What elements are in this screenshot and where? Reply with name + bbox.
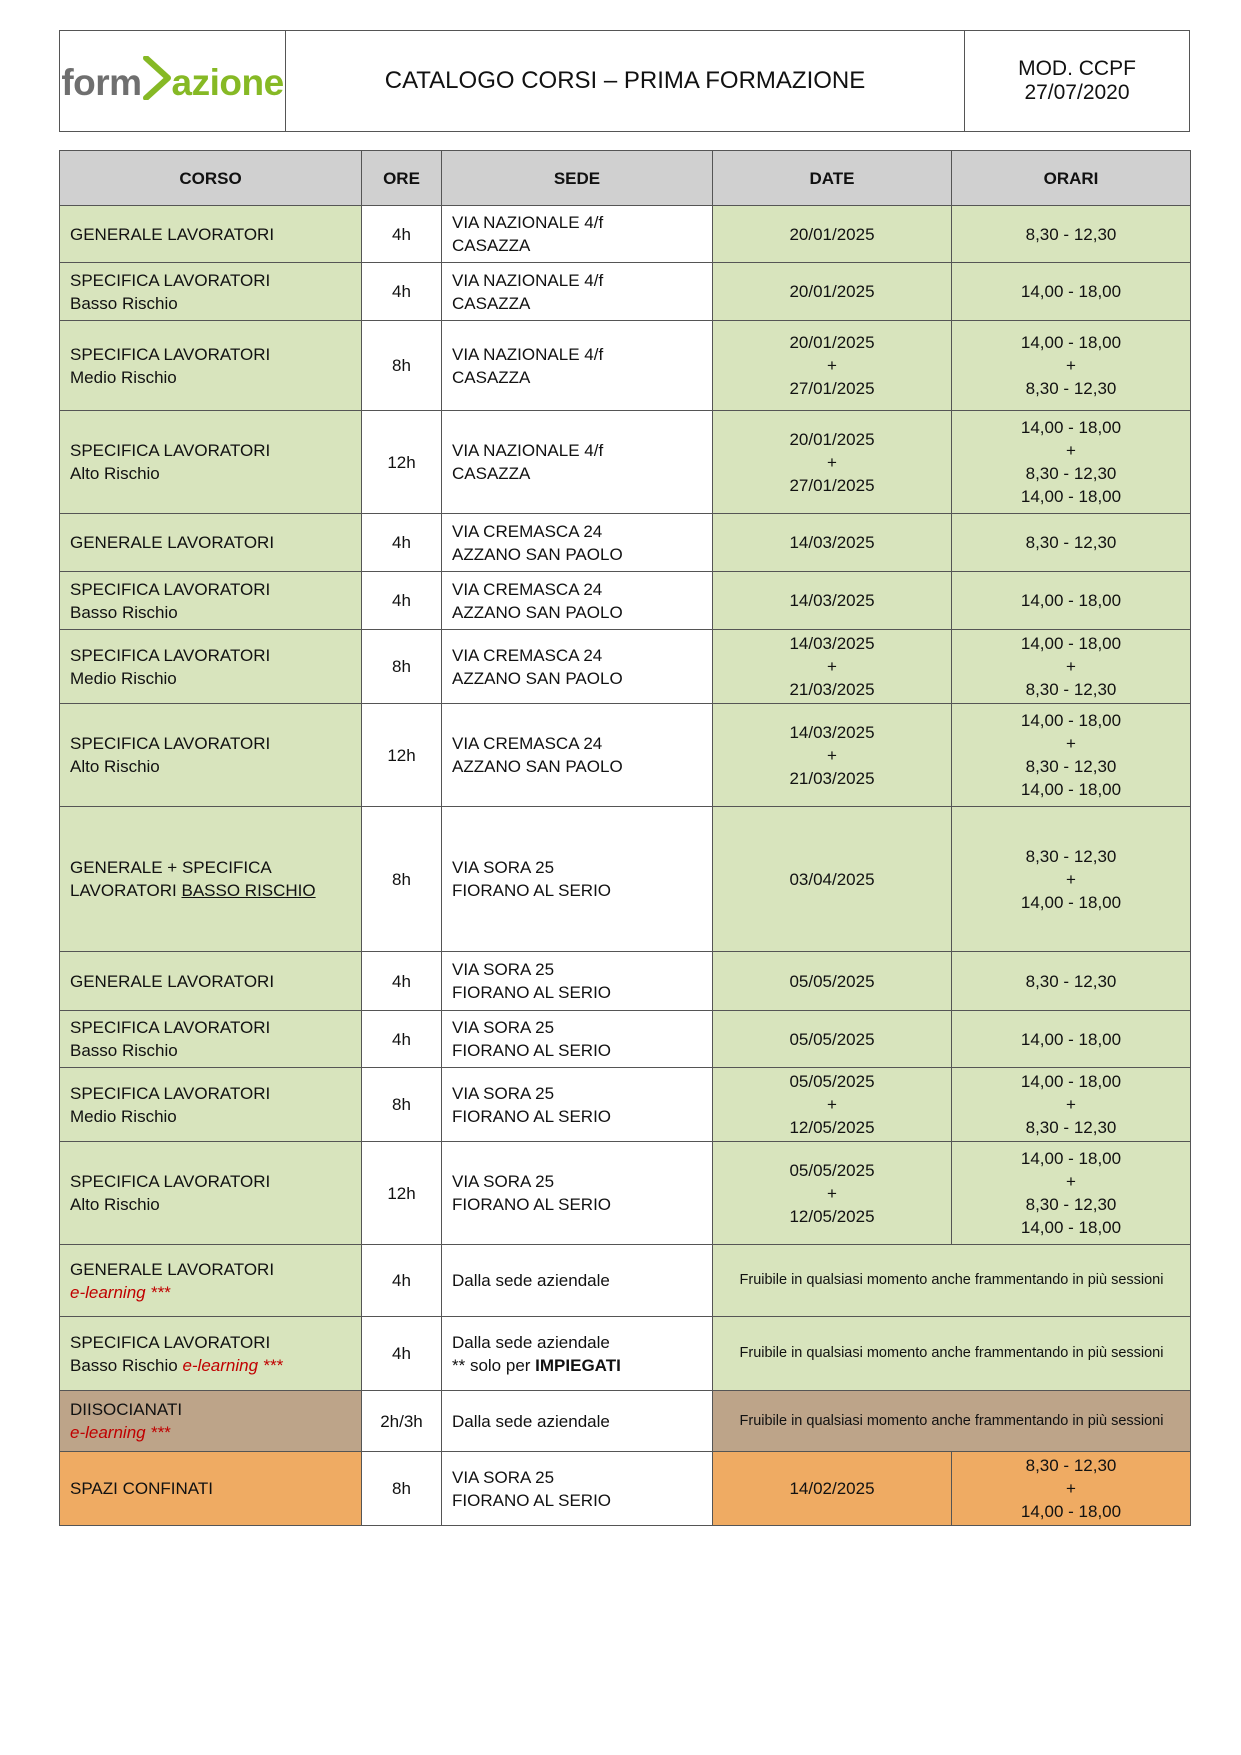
times-cell — [952, 1142, 1191, 1245]
course-name: SPECIFICA LAVORATORI — [70, 270, 271, 290]
location-line: VIA CREMASCA 24 — [452, 521, 603, 541]
date-line: 21/03/2025 — [789, 768, 875, 788]
time-line: 14,00 - 18,00 — [1020, 1029, 1122, 1049]
e-learning-label: e-learning *** — [70, 1423, 171, 1442]
date-line: 12/05/2025 — [789, 1118, 875, 1137]
table-row — [60, 321, 1191, 411]
location-line: CASAZZA — [452, 236, 531, 255]
time-line: 14,00 - 18,00 — [1020, 1149, 1122, 1168]
location-line: VIA SORA 25 — [452, 1018, 555, 1037]
location-line: FIORANO AL SERIO — [452, 1106, 612, 1126]
hours-cell: 8h — [362, 630, 442, 704]
hours-cell: 4h — [362, 952, 442, 1011]
course-cell — [60, 807, 362, 952]
date-line: + — [827, 657, 837, 676]
time-line: 14,00 - 18,00 — [1020, 591, 1122, 610]
time-line: 14,00 - 18,00 — [1020, 1072, 1122, 1091]
times-cell — [952, 572, 1191, 630]
course-cell — [60, 514, 362, 572]
module-date: 27/07/2020 — [1024, 81, 1130, 104]
location-cell — [442, 1452, 713, 1526]
course-name: GENERALE LAVORATORI — [70, 971, 275, 991]
hours-cell: 4h — [362, 206, 442, 263]
table-row — [60, 206, 1191, 263]
formazione-logo: form azione — [61, 62, 283, 103]
course-cell — [60, 1011, 362, 1068]
course-name: SPECIFICA LAVORATORI — [70, 1018, 271, 1037]
module-info — [965, 31, 1190, 132]
course-cell — [60, 206, 362, 263]
dates-cell — [713, 630, 952, 704]
times-cell — [952, 321, 1191, 411]
date-line: 14/03/2025 — [789, 591, 875, 610]
course-cell — [60, 1142, 362, 1245]
table-row — [60, 263, 1191, 321]
times-cell — [952, 952, 1191, 1011]
table-row — [60, 411, 1191, 514]
date-line: 20/01/2025 — [789, 429, 875, 449]
hours-cell: 4h — [362, 263, 442, 321]
location-line: CASAZZA — [452, 367, 531, 387]
location-cell — [442, 514, 713, 572]
date-line: 14/02/2025 — [789, 1479, 875, 1498]
logo-cell — [60, 31, 286, 132]
time-line: + — [1066, 657, 1076, 676]
time-line: + — [1066, 1479, 1076, 1498]
dates-cell — [713, 206, 952, 263]
location-cell — [442, 630, 713, 704]
dates-cell — [713, 807, 952, 952]
date-line: 20/01/2025 — [789, 224, 875, 244]
course-cell — [60, 1452, 362, 1526]
course-name-line — [70, 1354, 351, 1377]
location-cell — [442, 572, 713, 630]
location-cell — [442, 1142, 713, 1245]
location-note-bold: IMPIEGATI — [535, 1355, 621, 1375]
date-line: 20/01/2025 — [789, 333, 875, 352]
location-cell — [442, 1317, 713, 1391]
location-line: FIORANO AL SERIO — [452, 1041, 612, 1060]
times-cell — [952, 1011, 1191, 1068]
course-catalog-table — [59, 150, 1191, 1526]
course-name: SPECIFICA LAVORATORI — [70, 645, 271, 665]
time-line: 14,00 - 18,00 — [1020, 282, 1122, 301]
location-cell — [442, 807, 713, 952]
course-name: Basso Rischio — [70, 1041, 178, 1060]
course-name: SPECIFICA LAVORATORI — [70, 441, 271, 460]
times-cell — [952, 1068, 1191, 1142]
hours-cell: 2h/3h — [362, 1391, 442, 1452]
location-line: FIORANO AL SERIO — [452, 881, 612, 900]
date-line: 20/01/2025 — [789, 282, 875, 301]
time-line: 14,00 - 18,00 — [1020, 1502, 1122, 1521]
time-line: 14,00 - 18,00 — [1020, 634, 1122, 653]
times-cell — [952, 1452, 1191, 1526]
course-name: SPECIFICA LAVORATORI — [70, 579, 271, 599]
time-line: 14,00 - 18,00 — [1020, 780, 1122, 799]
table-row — [60, 630, 1191, 704]
location-line: VIA SORA 25 — [452, 1083, 555, 1103]
course-cell — [60, 572, 362, 630]
location-note-text: ** solo per — [452, 1355, 536, 1375]
module-code: MOD. CCPF — [1018, 57, 1136, 80]
course-name: Alto Rischio — [70, 1195, 160, 1214]
course-cell — [60, 1068, 362, 1142]
times-cell — [952, 514, 1191, 572]
date-line: 14/03/2025 — [789, 634, 875, 653]
course-cell — [60, 704, 362, 807]
hours-cell: 8h — [362, 807, 442, 952]
date-line: + — [827, 452, 837, 472]
time-line: 8,30 - 12,30 — [1025, 846, 1117, 866]
location-line: AZZANO SAN PAOLO — [452, 602, 623, 622]
e-learning-label: e-learning *** — [70, 1282, 171, 1302]
course-name: Basso Rischio — [70, 602, 178, 622]
availability-note: Fruibile in qualsiasi momento anche frammentando in più sessioni — [713, 1391, 1191, 1452]
availability-note: Fruibile in qualsiasi momento anche frammentando in più sessioni — [713, 1245, 1191, 1317]
location-line: CASAZZA — [452, 293, 531, 313]
dates-cell — [713, 411, 952, 514]
hours-cell: 4h — [362, 514, 442, 572]
table-row — [60, 807, 1191, 952]
location-line: Dalla sede aziendale — [452, 1271, 610, 1290]
time-line: 8,30 - 12,30 — [1025, 379, 1117, 398]
column-header-sede: SEDE — [442, 151, 713, 206]
time-line: + — [1066, 734, 1076, 753]
location-line: AZZANO SAN PAOLO — [452, 668, 623, 688]
location-line: VIA NAZIONALE 4/f — [452, 344, 604, 364]
date-line: 21/03/2025 — [789, 680, 875, 699]
time-line: + — [1066, 356, 1076, 375]
column-header-date: DATE — [713, 151, 952, 206]
date-line: + — [827, 1183, 837, 1203]
table-row — [60, 514, 1191, 572]
hours-cell: 8h — [362, 321, 442, 411]
hours-cell: 4h — [362, 1011, 442, 1068]
dates-cell — [713, 1142, 952, 1245]
course-name: SPECIFICA LAVORATORI — [70, 1172, 271, 1191]
course-name: Alto Rischio — [70, 464, 160, 483]
hours-cell: 12h — [362, 411, 442, 514]
time-line: + — [1066, 441, 1076, 460]
table-row — [60, 1317, 1191, 1391]
date-line: 12/05/2025 — [789, 1206, 875, 1226]
date-line: 03/04/2025 — [789, 869, 875, 889]
date-line: 05/05/2025 — [789, 1029, 875, 1049]
time-line: 14,00 - 18,00 — [1020, 418, 1122, 437]
table-row — [60, 704, 1191, 807]
location-cell — [442, 1391, 713, 1452]
e-learning-label: e-learning *** — [182, 1355, 283, 1375]
table-row — [60, 572, 1191, 630]
time-line: 14,00 - 18,00 — [1020, 1218, 1122, 1237]
course-cell — [60, 321, 362, 411]
course-name: GENERALE LAVORATORI — [70, 1259, 275, 1279]
course-cell — [60, 630, 362, 704]
location-line: AZZANO SAN PAOLO — [452, 544, 623, 564]
table-row — [60, 952, 1191, 1011]
location-cell — [442, 206, 713, 263]
hours-cell: 8h — [362, 1452, 442, 1526]
document-title: CATALOGO CORSI – PRIMA FORMAZIONE — [286, 31, 965, 132]
location-line: VIA NAZIONALE 4/f — [452, 213, 604, 232]
availability-note: Fruibile in qualsiasi momento anche frammentando in più sessioni — [713, 1317, 1191, 1391]
course-name: GENERALE LAVORATORI — [70, 224, 275, 244]
dates-cell — [713, 1011, 952, 1068]
course-name: LAVORATORI — [70, 881, 177, 900]
dates-cell — [713, 572, 952, 630]
location-cell — [442, 263, 713, 321]
column-header-corso: CORSO — [60, 151, 362, 206]
table-row — [60, 1011, 1191, 1068]
time-line: + — [1066, 1172, 1076, 1191]
course-name: GENERALE LAVORATORI — [70, 533, 275, 552]
time-line: 8,30 - 12,30 — [1025, 1195, 1117, 1214]
times-cell — [952, 411, 1191, 514]
dates-cell — [713, 263, 952, 321]
times-cell — [952, 263, 1191, 321]
time-line: 8,30 - 12,30 — [1025, 1456, 1117, 1475]
course-name: Basso Rischio — [70, 293, 178, 313]
hours-cell: 8h — [362, 1068, 442, 1142]
times-cell — [952, 630, 1191, 704]
table-row — [60, 1068, 1191, 1142]
location-line: Dalla sede aziendale — [452, 1332, 610, 1352]
time-line: 8,30 - 12,30 — [1025, 224, 1117, 244]
location-cell — [442, 1245, 713, 1317]
course-risk-level: BASSO RISCHIO — [181, 881, 316, 900]
time-line: 8,30 - 12,30 — [1025, 971, 1117, 991]
course-name: SPECIFICA LAVORATORI — [70, 344, 271, 364]
course-name: Medio Rischio — [70, 668, 177, 688]
time-line: 14,00 - 18,00 — [1020, 892, 1122, 912]
time-line: 8,30 - 12,30 — [1025, 680, 1117, 699]
location-line: VIA CREMASCA 24 — [452, 734, 603, 753]
course-cell — [60, 952, 362, 1011]
course-name: SPECIFICA LAVORATORI — [70, 1083, 271, 1103]
location-cell — [442, 952, 713, 1011]
hours-cell: 4h — [362, 1245, 442, 1317]
course-cell — [60, 411, 362, 514]
date-line: + — [827, 356, 837, 375]
course-name: Medio Rischio — [70, 1106, 177, 1126]
location-line: FIORANO AL SERIO — [452, 983, 612, 1002]
date-line: 14/03/2025 — [789, 533, 875, 552]
course-cell — [60, 1245, 362, 1317]
location-line: VIA SORA 25 — [452, 1467, 555, 1487]
hours-cell: 4h — [362, 1317, 442, 1391]
times-cell — [952, 704, 1191, 807]
dates-cell — [713, 321, 952, 411]
course-cell — [60, 1391, 362, 1452]
location-cell — [442, 1011, 713, 1068]
course-cell — [60, 1317, 362, 1391]
dates-cell — [713, 514, 952, 572]
course-name: DIISOCIANATI — [70, 1400, 183, 1419]
course-name: GENERALE + SPECIFICA — [70, 858, 272, 877]
location-line: VIA NAZIONALE 4/f — [452, 441, 604, 460]
location-cell — [442, 411, 713, 514]
dates-cell — [713, 704, 952, 807]
hours-cell: 4h — [362, 572, 442, 630]
dates-cell — [713, 1068, 952, 1142]
time-line: 8,30 - 12,30 — [1025, 757, 1117, 776]
times-cell — [952, 807, 1191, 952]
column-header-orari: ORARI — [952, 151, 1191, 206]
course-name: SPECIFICA LAVORATORI — [70, 1332, 271, 1352]
location-line: VIA SORA 25 — [452, 858, 555, 877]
date-line: 27/01/2025 — [789, 475, 875, 495]
times-cell — [952, 206, 1191, 263]
time-line: + — [1066, 1095, 1076, 1114]
location-cell — [442, 704, 713, 807]
time-line: 14,00 - 18,00 — [1020, 711, 1122, 730]
time-line: + — [1066, 869, 1076, 889]
table-header-row — [60, 151, 1191, 206]
location-note — [452, 1354, 702, 1377]
date-line: + — [827, 1095, 837, 1114]
course-name: SPAZI CONFINATI — [70, 1479, 213, 1498]
course-cell — [60, 263, 362, 321]
location-cell — [442, 1068, 713, 1142]
table-row — [60, 1142, 1191, 1245]
date-line: 27/01/2025 — [789, 379, 875, 398]
course-name: Medio Rischio — [70, 367, 177, 387]
table-row — [60, 1245, 1191, 1317]
dates-cell — [713, 952, 952, 1011]
time-line: 14,00 - 18,00 — [1020, 333, 1122, 352]
course-name-line — [70, 879, 351, 902]
location-line: VIA NAZIONALE 4/f — [452, 270, 604, 290]
course-name: Alto Rischio — [70, 757, 160, 776]
column-header-ore: ORE — [362, 151, 442, 206]
course-risk-level: Basso Rischio — [70, 1355, 183, 1375]
date-line: + — [827, 745, 837, 765]
location-line: FIORANO AL SERIO — [452, 1195, 612, 1214]
table-row — [60, 1452, 1191, 1526]
location-cell — [442, 321, 713, 411]
hours-cell: 12h — [362, 704, 442, 807]
course-name: SPECIFICA LAVORATORI — [70, 734, 271, 753]
logo-mark-icon — [142, 56, 172, 106]
date-line: 14/03/2025 — [789, 722, 875, 742]
location-line: VIA CREMASCA 24 — [452, 645, 603, 665]
table-row — [60, 1391, 1191, 1452]
location-line: VIA SORA 25 — [452, 1172, 555, 1191]
date-line: 05/05/2025 — [789, 971, 875, 991]
document-header — [59, 30, 1190, 132]
location-line: Dalla sede aziendale — [452, 1411, 610, 1431]
date-line: 05/05/2025 — [789, 1160, 875, 1180]
time-line: 8,30 - 12,30 — [1025, 1118, 1117, 1137]
location-line: FIORANO AL SERIO — [452, 1490, 612, 1510]
time-line: 8,30 - 12,30 — [1025, 533, 1117, 552]
dates-cell — [713, 1452, 952, 1526]
date-line: 05/05/2025 — [789, 1072, 875, 1091]
location-line: VIA CREMASCA 24 — [452, 579, 603, 599]
location-line: AZZANO SAN PAOLO — [452, 757, 623, 776]
location-line: CASAZZA — [452, 464, 531, 483]
time-line: 14,00 - 18,00 — [1020, 487, 1122, 506]
hours-cell: 12h — [362, 1142, 442, 1245]
location-line: VIA SORA 25 — [452, 960, 555, 979]
time-line: 8,30 - 12,30 — [1025, 464, 1117, 483]
